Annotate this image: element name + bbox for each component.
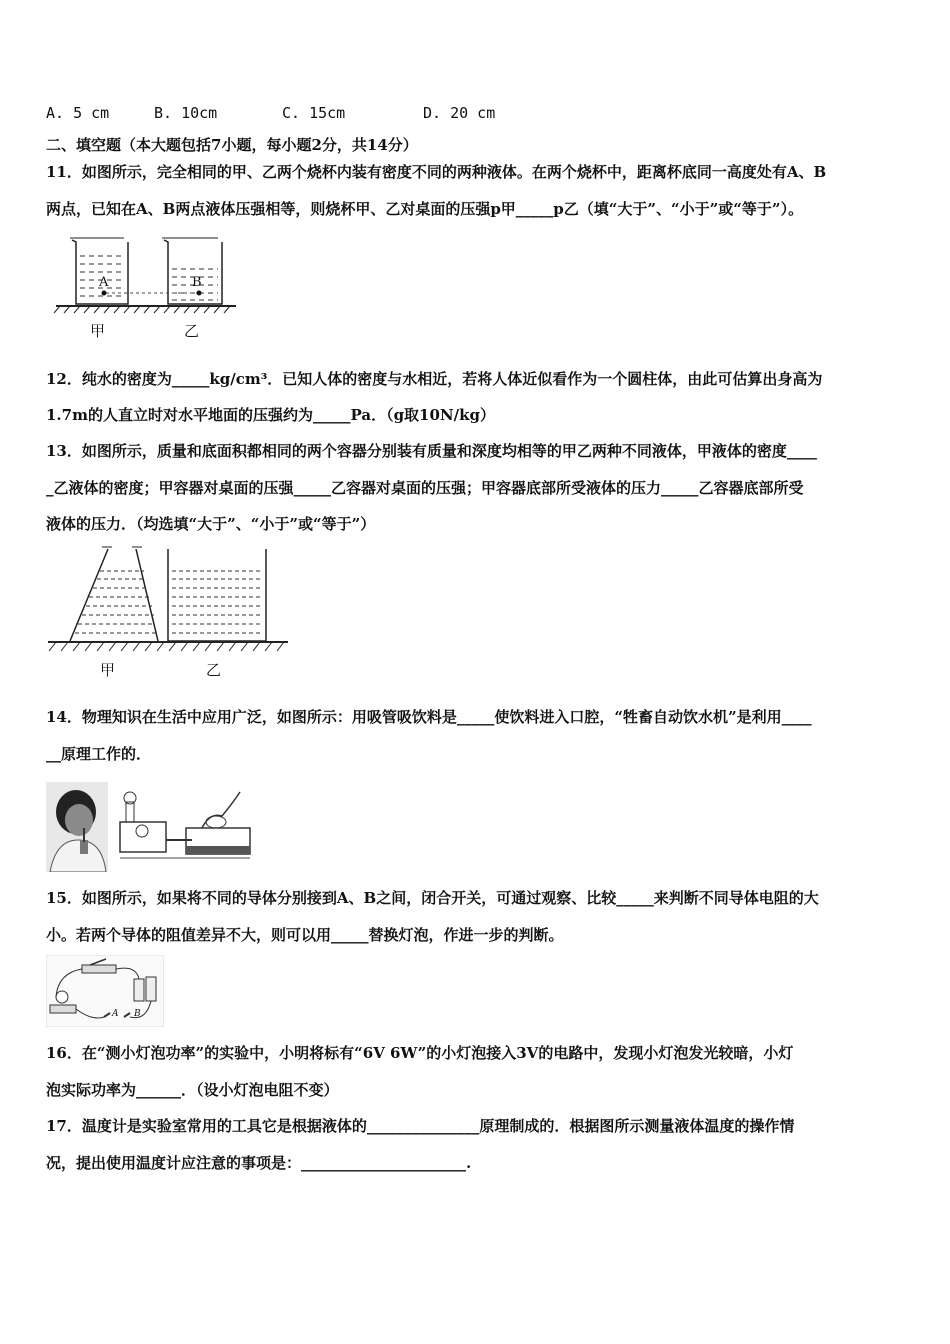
q11-line2: 两点，已知在A、B两点液体压强相等，则烧杯甲、乙对桌面的压强p甲_____p乙（填“大于”、“小于”或“等于”）。 (46, 200, 804, 218)
q17-line1: 17．温度计是实验室常用的工具它是根据液体的_______________原理制成的．根据图所示测量液体温度的操作情 (46, 1117, 795, 1135)
q15-label-a: A (112, 1009, 119, 1019)
q17-line2: 况，提出使用温度计应注意的事项是：______________________. (46, 1154, 472, 1172)
q16-line1: 16．在“测小灯泡功率”的实验中，小明将标有“6V 6W”的小灯泡接入3V的电路中，发现小灯泡发光较暗，小灯 (46, 1044, 794, 1062)
q14-line1: 14．物理知识在生活中应用广泛，如图所示：用吸管吸饮料是_____使饮料进入口腔，“牲畜自动饮水机”是利用____ (46, 708, 812, 726)
q13-caption-left: 甲 (100, 661, 116, 679)
section-title: 二、填空题（本大题包括7小题，每小题2分，共14分） (46, 136, 418, 154)
q15-line1: 15．如图所示，如果将不同的导体分别接到A、B之间，闭合开关，可通过观察、比较_____来判断不同导体电阻的大 (46, 889, 819, 907)
q11-label-a: A (99, 275, 109, 290)
option-c: C. 15cm (282, 104, 346, 122)
option-b: B. 10cm (154, 104, 218, 122)
q16-line2: 泡实际功率为______．（设小灯泡电阻不变） (46, 1081, 339, 1099)
q13-caption-right: 乙 (206, 661, 222, 679)
q11-line1: 11．如图所示，完全相同的甲、乙两个烧杯内装有密度不同的两种液体。在两个烧杯中，距离杯底同一高度处有A、B (46, 163, 827, 181)
q11-caption-left: 甲 (90, 322, 106, 340)
q14-line2: __原理工作的． (46, 745, 152, 763)
q11-caption-right: 乙 (184, 322, 200, 340)
q14-photos-figure (46, 782, 252, 872)
q13-containers-figure (46, 545, 296, 679)
q15-circuit-figure (46, 955, 164, 1027)
q11-label-b: B (192, 275, 202, 290)
option-d: D. 20 cm (423, 104, 496, 122)
option-a: A. 5 cm (46, 104, 110, 122)
q12-line1: 12．纯水的密度为_____kg/cm³．已知人体的密度与水相近，若将人体近似看作为一个圆柱体，由此可估算出身高为 (46, 370, 823, 388)
q13-line2: _乙液体的密度；甲容器对桌面的压强_____乙容器对桌面的压强；甲容器底部所受液体的压力_____乙容器底部所受 (46, 479, 804, 497)
q15-line2: 小。若两个导体的阻值差异不大，则可以用_____替换灯泡，作进一步的判断。 (46, 926, 564, 944)
q13-line1: 13．如图所示，质量和底面积都相同的两个容器分别装有质量和深度均相等的甲乙两种不同液体，甲液体的密度____ (46, 442, 817, 460)
q13-line3: 液体的压力．（均选填“大于”、“小于”或“等于”） (46, 515, 376, 533)
q15-label-b: B (134, 1009, 141, 1019)
q11-beakers-figure (52, 234, 252, 340)
q12-line2: 1.7m的人直立时对水平地面的压强约为_____Pa．（g取10N/kg） (46, 406, 495, 424)
